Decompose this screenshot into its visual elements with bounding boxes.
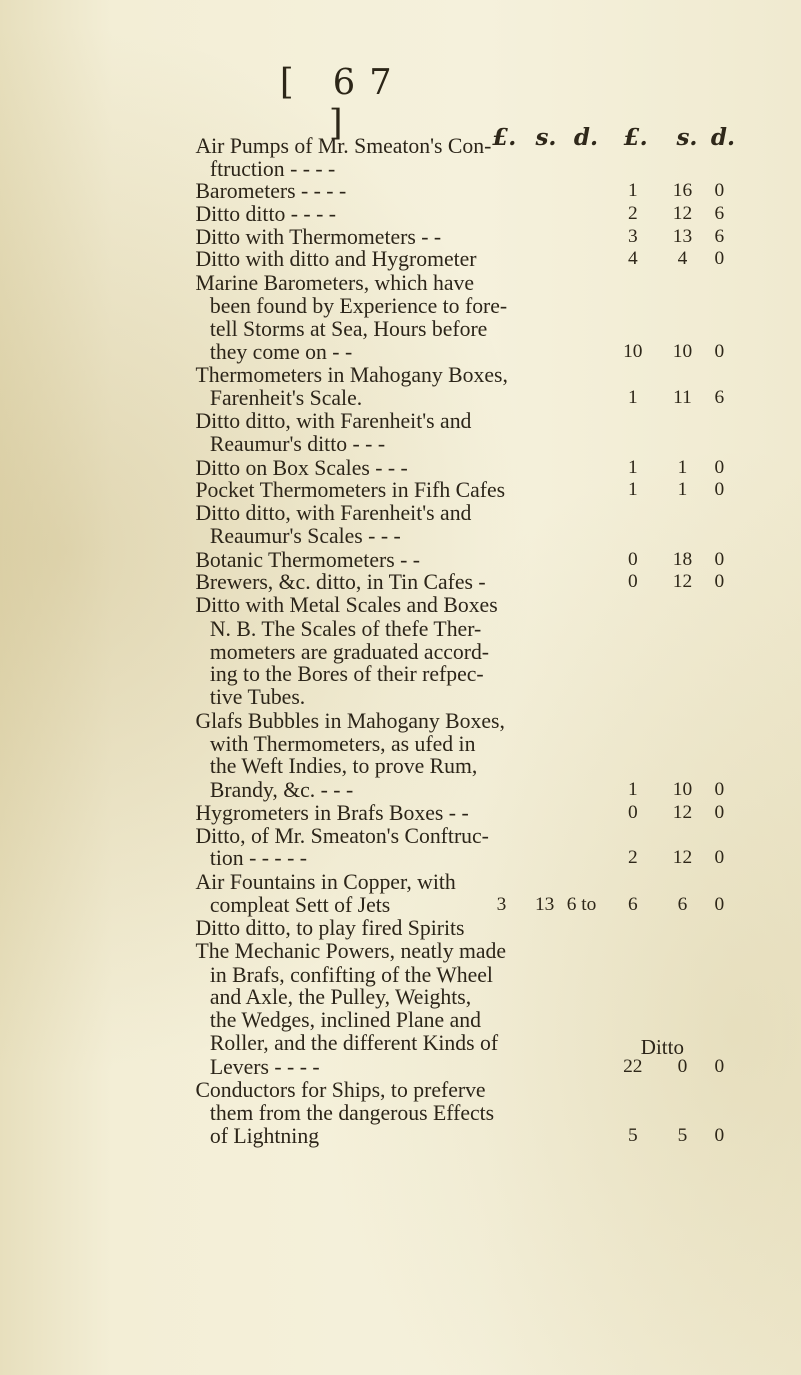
entry-description: Conductors for Ships, to preferve bbox=[195, 1077, 486, 1102]
entry-description: Farenheit's Scale. bbox=[209, 385, 363, 410]
amount-cell: 0 bbox=[627, 548, 638, 570]
amount-cell: 1 bbox=[627, 456, 638, 478]
amount-cell: 0 bbox=[714, 1125, 725, 1147]
header-pence-2: d. bbox=[710, 123, 735, 151]
entry-description: Hygrometers in Brafs Boxes - - bbox=[195, 800, 469, 825]
amount-cell: 10 bbox=[672, 778, 693, 800]
entry-description: Reaumur's Scales - - - bbox=[209, 524, 401, 549]
amount-cell: 0 bbox=[677, 1055, 688, 1077]
amount-cell: 0 bbox=[714, 248, 725, 270]
amount-cell: 0 bbox=[714, 847, 725, 869]
entry-description: Levers - - - - bbox=[209, 1054, 320, 1079]
amount-cell: 1 bbox=[627, 778, 638, 800]
amount-cell: 18 bbox=[672, 548, 693, 570]
amount-cell: 0 bbox=[714, 1055, 725, 1077]
entry-description: tive Tubes. bbox=[209, 685, 306, 710]
amount-cell: 12 bbox=[672, 847, 693, 869]
amount-cell: 3 bbox=[627, 225, 638, 247]
amount-cell: 1 bbox=[627, 180, 638, 202]
amount-cell: 13 bbox=[672, 225, 693, 247]
entry-description: compleat Sett of Jets bbox=[209, 892, 391, 917]
entry-description: ftruction - - - - bbox=[209, 156, 336, 181]
amount-cell: 0 bbox=[714, 456, 725, 478]
entry-description: the Wedges, inclined Plane and bbox=[209, 1008, 481, 1033]
entry-description: Pocket Thermometers in Fifh Cafes bbox=[195, 478, 506, 502]
amount-cell: 1 bbox=[677, 479, 688, 500]
entry-description: in Brafs, confifting of the Wheel bbox=[209, 962, 493, 987]
entry-description: Glafs Bubbles in Mahogany Boxes, bbox=[195, 708, 505, 733]
entry-line bbox=[0, 1121, 801, 1151]
entry-description: Botanic Thermometers - - bbox=[195, 547, 420, 572]
entry-description: with Thermometers, as ufed in bbox=[209, 731, 476, 756]
entry-description: they come on - - bbox=[209, 340, 353, 365]
amount-cell: 22 bbox=[623, 1055, 643, 1077]
entry-description: Air Pumps of Mr. Smeaton's Con- bbox=[195, 133, 492, 158]
amount-cell: 0 bbox=[714, 341, 725, 363]
entry-description: Air Fountains in Copper, with bbox=[195, 869, 456, 894]
catchword: Ditto bbox=[640, 1035, 684, 1060]
amount-cell: 12 bbox=[672, 801, 693, 823]
amount-cell: 0 bbox=[714, 548, 725, 570]
header-pounds-2: £. bbox=[623, 123, 648, 151]
amount-cell: 3 bbox=[496, 893, 507, 915]
amount-cell: 2 bbox=[627, 847, 638, 869]
amount-cell: 1 bbox=[627, 479, 638, 500]
entry-description: tion - - - - - bbox=[209, 846, 307, 871]
amount-cell: 16 bbox=[672, 180, 693, 202]
amount-cell: 10 bbox=[623, 341, 643, 363]
entry-description: them from the dangerous Effects bbox=[209, 1101, 495, 1126]
amount-cell: 13 bbox=[534, 893, 555, 915]
amount-cell: 11 bbox=[673, 386, 692, 408]
entry-description: mometers are graduated accord- bbox=[209, 639, 490, 664]
amount-cell: 6 bbox=[677, 893, 688, 915]
header-shillings-1: s. bbox=[535, 123, 557, 151]
header-shillings-2: s. bbox=[676, 123, 698, 151]
amount-cell: 5 bbox=[627, 1125, 638, 1147]
amount-cell: 0 bbox=[627, 801, 638, 823]
amount-cell: 6 bbox=[714, 386, 725, 408]
amount-cell: 0 bbox=[627, 571, 638, 593]
amount-cell: 6 bbox=[714, 225, 725, 247]
entry-description: ing to the Bores of their refpec- bbox=[209, 662, 484, 687]
amount-cell: 0 bbox=[714, 180, 725, 202]
amount-cell: 0 bbox=[714, 893, 725, 915]
entry-description: Ditto ditto, to play fired Spirits bbox=[195, 916, 465, 941]
header-pounds-1: £. bbox=[492, 123, 517, 151]
amount-cell: 12 bbox=[672, 202, 693, 224]
page-number: [ 67 ] bbox=[279, 62, 406, 145]
entry-description: Ditto with ditto and Hygrometer bbox=[195, 247, 477, 272]
entry-description: Brandy, &c. - - - bbox=[209, 777, 354, 802]
amount-cell: 0 bbox=[714, 778, 725, 800]
entry-description: Ditto ditto, with Farenheit's and bbox=[195, 501, 472, 526]
amount-cell: 12 bbox=[672, 571, 693, 593]
entry-description: Ditto on Box Scales - - - bbox=[195, 455, 408, 480]
amount-cell: 2 bbox=[627, 202, 638, 224]
entry-description: Ditto with Metal Scales and Boxes bbox=[195, 593, 498, 618]
entry-description: Marine Barometers, which have bbox=[195, 270, 475, 295]
entry-description: the Weft Indies, to prove Rum, bbox=[209, 754, 478, 779]
entry-description: tell Storms at Sea, Hours before bbox=[209, 317, 488, 341]
amount-cell: 1 bbox=[677, 456, 688, 478]
entry-description: Ditto ditto - - - - bbox=[195, 201, 336, 226]
amount-cell: 4 bbox=[627, 248, 638, 270]
entry-description: of Lightning bbox=[209, 1124, 320, 1149]
amount-cell: 0 bbox=[714, 479, 725, 500]
amount-cell: 1 bbox=[627, 386, 638, 408]
entry-description: and Axle, the Pulley, Weights, bbox=[209, 985, 472, 1010]
entry-description: N. B. The Scales of thefe Ther- bbox=[209, 616, 482, 641]
amount-cell: 6 bbox=[714, 202, 725, 224]
entry-description: The Mechanic Powers, neatly made bbox=[195, 939, 507, 964]
amount-cell: 5 bbox=[677, 1125, 688, 1147]
amount-cell: 4 bbox=[677, 248, 688, 270]
amount-cell: 0 bbox=[714, 801, 725, 823]
entry-description: Barometers - - - - bbox=[195, 179, 347, 204]
header-pence-1: d. bbox=[573, 123, 599, 151]
entry-description: Ditto with Thermometers - - bbox=[195, 224, 442, 249]
entry-description: Roller, and the different Kinds of bbox=[209, 1031, 499, 1056]
amount-cell: 6 to bbox=[566, 893, 597, 915]
entry-description: Reaumur's ditto - - - bbox=[209, 432, 386, 457]
amount-cell: 0 bbox=[714, 571, 725, 593]
entry-description: Ditto, of Mr. Smeaton's Conftruc- bbox=[195, 824, 489, 849]
entry-description: Brewers, &c. ditto, in Tin Cafes - bbox=[195, 570, 486, 595]
entry-description: been found by Experience to fore- bbox=[209, 293, 508, 318]
entry-description: Thermometers in Mahogany Boxes, bbox=[195, 363, 508, 388]
entry-description: Ditto ditto, with Farenheit's and bbox=[195, 409, 472, 434]
amount-cell: 10 bbox=[672, 341, 693, 363]
amount-cell: 6 bbox=[627, 893, 638, 915]
